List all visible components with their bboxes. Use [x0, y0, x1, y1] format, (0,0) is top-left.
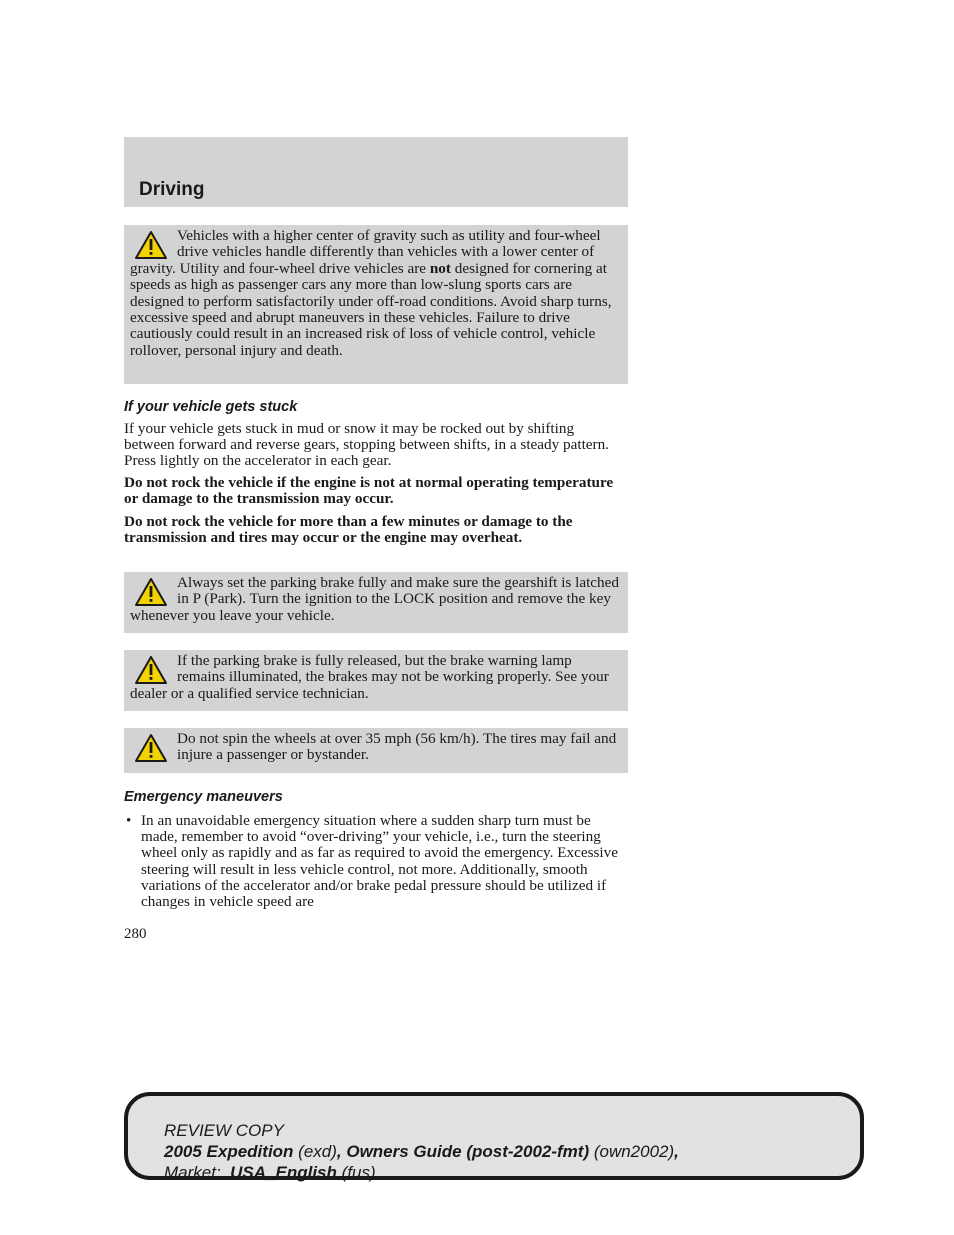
warning-triangle-icon — [134, 230, 168, 260]
section-title: Driving — [139, 179, 205, 200]
warning-triangle-icon — [134, 577, 168, 607]
review-label: REVIEW COPY — [164, 1121, 284, 1140]
review-market: USA_English — [230, 1163, 337, 1182]
review-market-label: Market: — [164, 1163, 221, 1182]
review-guide: , Owners Guide (post-2002-fmt) — [336, 1142, 590, 1161]
stuck-caution-2: Do not rock the vehicle for more than a few minutes or damage to the transmission and tires may occur or the engine may overheat. — [124, 513, 573, 547]
list-item-text: In an unavoidable emergency situation where a sudden sharp turn must be made, remember to avoid “over-driving” your vehicle, i.e., turn the steering wheel only as rapidly and as far as required to avoid the emergency. Excessive steering will result in less vehicle control, not more. Additionally, smooth variations of the accelerator and/or brake pedal pressure should be utilized if changes in vehicle speed are — [141, 812, 618, 911]
review-market-code: (fus) — [336, 1163, 376, 1182]
warning-box — [124, 728, 628, 773]
warning-box — [124, 572, 628, 633]
review-model-code: (exd) — [293, 1142, 337, 1161]
warning-box — [124, 225, 628, 384]
warning-box — [124, 650, 628, 711]
review-comma: , — [674, 1142, 679, 1161]
warning-text: Always set the parking brake fully and make sure the gearshift is latched in P (Park). Turn the ignition to the LOCK position and remove the key whenever you leave your vehicle. — [130, 574, 619, 624]
warning-emphasis: not — [429, 259, 451, 277]
warning-text: Do not spin the wheels at over 35 mph (56 km/h). The tires may fail and injure a passenger or bystander. — [177, 730, 617, 764]
stuck-heading: If your vehicle gets stuck — [124, 399, 298, 415]
review-title-line — [164, 1141, 679, 1162]
review-market-line — [164, 1162, 679, 1183]
stuck-body: If your vehicle gets stuck in mud or snow it may be rocked out by shifting between forward and reverse gears, stopping between shifts, in a steady pattern. Press lightly on the accelerator in each gear. — [124, 420, 609, 470]
stuck-caution-1: Do not rock the vehicle if the engine is not at normal operating temperature or damage to the transmission may occur. — [124, 474, 614, 508]
list-item — [124, 813, 628, 910]
warning-triangle-icon — [134, 655, 168, 685]
page-number: 280 — [124, 926, 147, 942]
review-guide-code: (own2002) — [589, 1142, 675, 1161]
warning-triangle-icon — [134, 733, 168, 763]
bullet-icon: • — [126, 812, 132, 829]
section-header — [124, 137, 628, 207]
review-model: 2005 Expedition — [164, 1142, 294, 1161]
warning-text: Vehicles with a higher center of gravity such as utility and four-wheel drive vehicles handle differently than vehicles with a lower center of gravity. Utility and four-wheel drive vehicles are — [130, 227, 601, 277]
warning-text: If the parking brake is fully released, but the brake warning lamp remains illuminated, the brakes may not be working properly. See your dealer or a qualified service technician. — [130, 652, 609, 702]
emergency-heading: Emergency maneuvers — [124, 789, 283, 805]
warning-text-cont: designed for cornering at speeds as high as passenger cars any more than low-slung sports cars are designed to perform satisfactorily under off-road conditions. Avoid sharp turns, excessive speed and abrupt maneuvers in these vehicles. Failure to drive cautiously could result in an increased risk of loss of vehicle control, vehicle rollover, personal injury and death. — [130, 259, 612, 359]
review-copy-box — [124, 1092, 864, 1180]
